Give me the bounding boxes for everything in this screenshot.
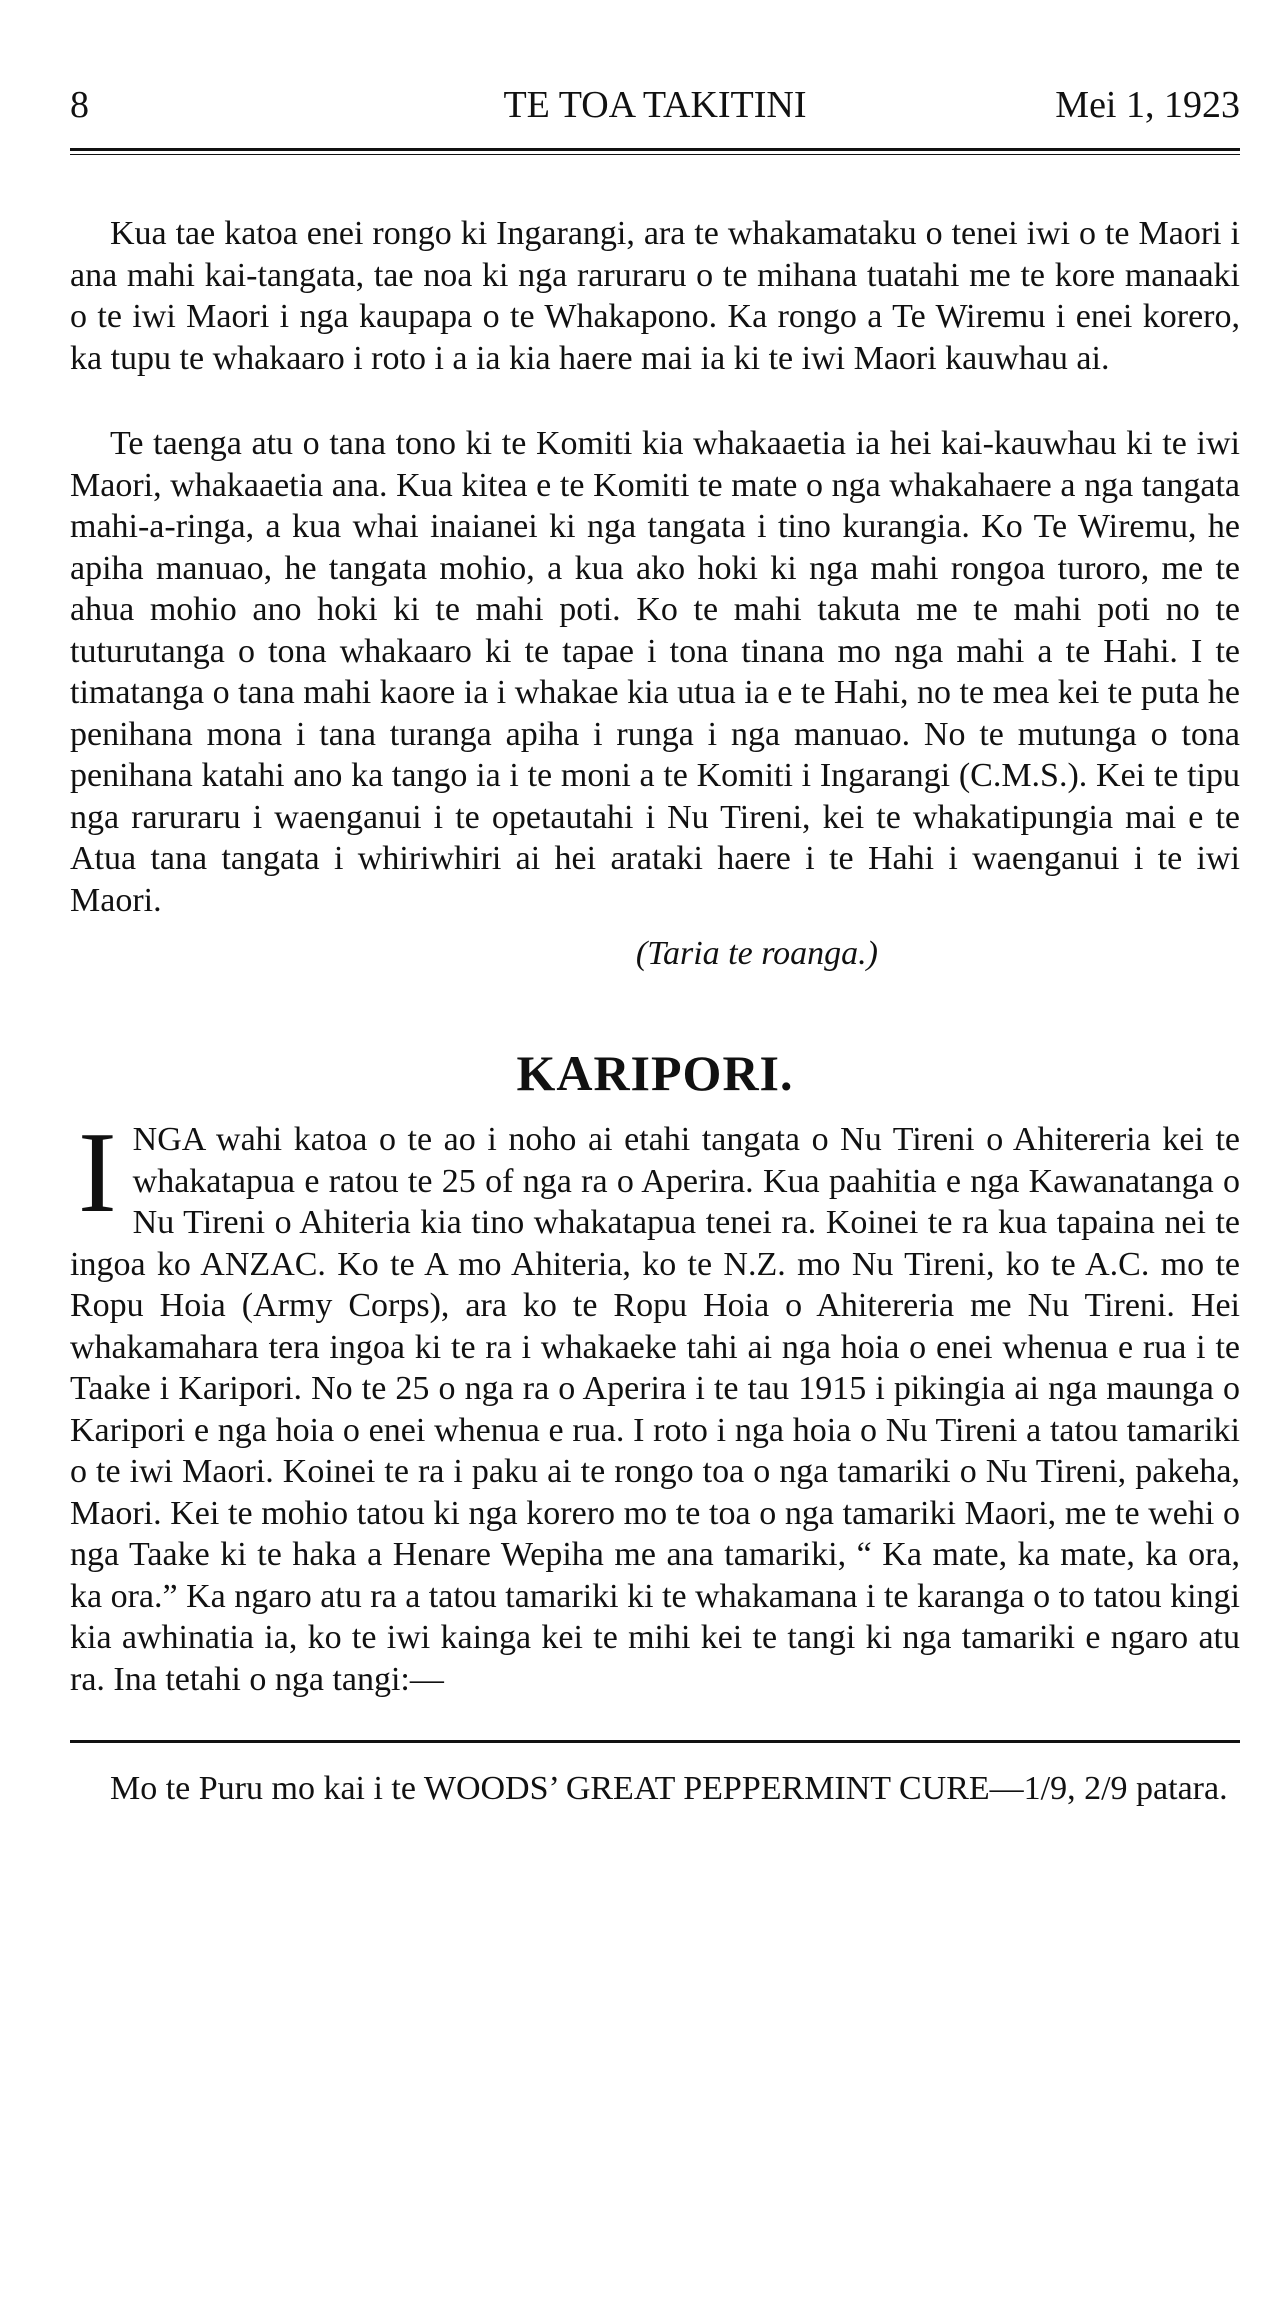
- newspaper-page: [70, 80, 1240, 1843]
- article-paragraph-2: Te taenga atu o tana tono ki te Komiti kia whakaaetia ia hei kai-kauwhau ki te iwi Maori, whakaaetia ana. Kua kitea e te Komiti te mate o nga whakahaere a nga tangata mahi-a-ringa, a kua whai inaianei ki nga tangata i tino kurangia. Ko Te Wiremu, he apiha manuao, he tangata mohio, a kua ako hoki ki nga mahi rongoa turoro, me te ahua mohio ano hoki ki te mahi poti. Ko te mahi takuta me te mahi poti no te tuturutanga o tona whakaaro ki te tapae i tona tinana mo nga mahi a te Hahi. I te timatanga o tana mahi kaore ia i whakae kia utua ia e te Hahi, no te mea kei te puta he penihana mona i tana turanga apiha i runga i nga manuao. No te mutunga o tona penihana katahi ano ka tango ia i te moni a te Komiti i Ingarangi (C.M.S.). Kei te tipu nga raruraru i waenganui i te opetautahi i Nu Tireni, kei te whakatipungia mai e te Atua tana tangata i whiriwhiri ai hei arataki haere i te Hahi i waenganui i te iwi Maori.: [70, 425, 1240, 919]
- issue-date: Mei 1, 1923: [1055, 84, 1240, 126]
- running-head: [70, 80, 1240, 130]
- karipori-text: NGA wahi katoa o te ao i noho ai etahi tangata o Nu Tireni o Ahitereria kei te whakatapua e ratou te 25 of nga ra o Aperira. Kua paahitia e nga Kawanatanga o Nu Tireni o Ahiteria kia tino whakatapua tenei ra. Koinei te ra kua tapaina nei te ingoa ko ANZAC. Ko te A mo Ahiteria, ko te N.Z. mo Nu Tireni, ko te A.C. mo te Ropu Hoia (Army Corps), ara ko te Ropu Hoia o Ahitereria me Nu Tireni. Hei whakamahara tera ingoa ki te ra i whakaeke tahi ai nga hoia o enei whenua e rua i te Taake i Karipori. No te 25 o nga ra o Aperira i te tau 1915 i pikingia ai nga maunga o Karipori e nga hoia o enei whenua e rua. I roto i nga hoia o Nu Tireni a tatou tamariki o te iwi Maori. Koinei te ra i paku ai te rongo toa o nga tamariki o Nu Tireni, pakeha, Maori. Kei te mohio tatou ki nga korero mo te toa o nga tamariki Maori, me te wehi o nga Taake ki te haka a Henare Wepiha me ana tamariki, “ Ka mate, ka mate, ka ora, ka ora.” Ka ngaro atu ra a tatou tamariki ki te whakamana i te karanga o to tatou kingi kia awhinatia ia, ko te iwi kainga kei te mihi kei te tangi ki nga tamariki e ngaro atu ra. Ina tetahi o nga tangi:—: [70, 1121, 1240, 1698]
- footer-rule: [70, 1740, 1240, 1743]
- header-rule: [70, 148, 1240, 155]
- page-number: 8: [70, 84, 89, 126]
- advertisement: Mo te Puru mo kai i te WOODS’ GREAT PEPPERMINT CURE—1/9, 2/9 patara.: [110, 1770, 1228, 1807]
- journal-title: TE TOA TAKITINI: [503, 84, 807, 126]
- karipori-paragraph: [70, 1109, 1240, 1700]
- article-paragraph-1: Kua tae katoa enei rongo ki Ingarangi, ara te whakamataku o tenei iwi o te Maori i ana mahi kai-tangata, tae noa ki nga raruraru o te mihana tuatahi me te kore manaaki o te iwi Maori i nga kaupapa o te Whakapono. Ka rongo a Te Wiremu i enei korero, ka tupu te whakaaro i roto i a ia kia haere mai ia ki te iwi Maori kauwhau ai.: [70, 215, 1240, 377]
- drop-cap: I: [78, 1109, 117, 1237]
- continued-note: (Taria te roanga.): [635, 935, 878, 972]
- section-title: KARIPORI.: [516, 1045, 794, 1101]
